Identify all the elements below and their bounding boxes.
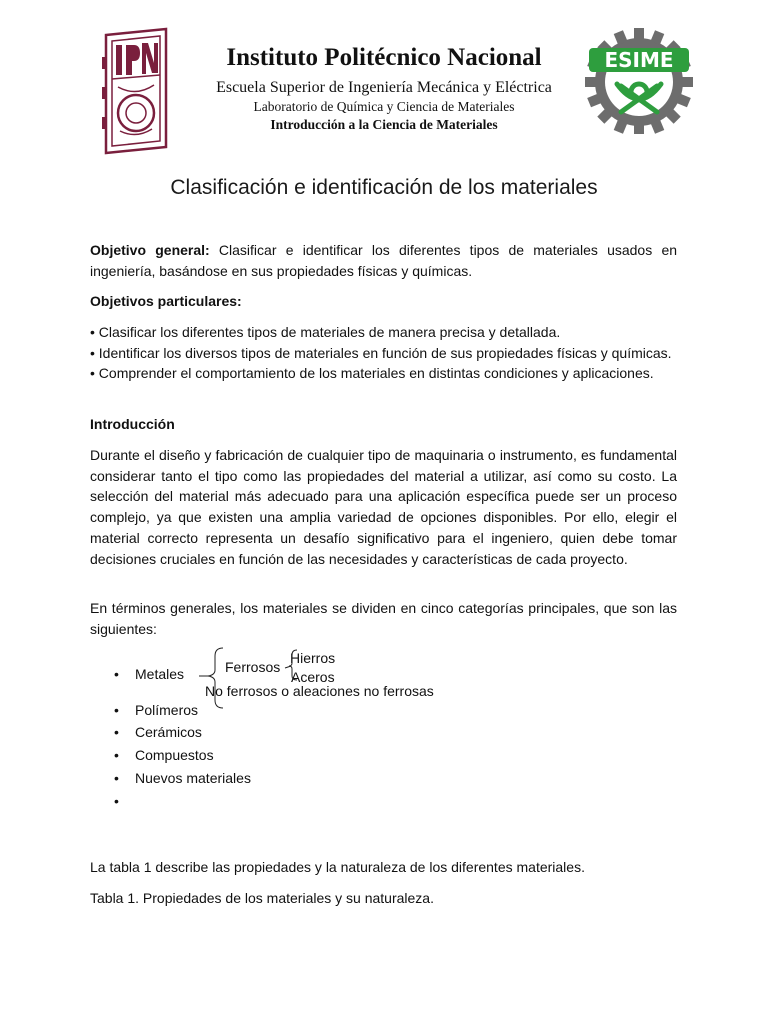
list-item: • Identificar los diversos tipos de materiales en función de sus propiedades físicas y químicas. [90,344,672,361]
particular-objectives-heading: Objetivos particulares: [90,293,242,309]
bullet: • [114,793,119,809]
category-label: Nuevos materiales [135,770,251,786]
general-objective [90,240,677,281]
category-item-polimeros [114,700,198,720]
esime-logo-wordmark: ESIME [604,48,674,72]
category-label: Compuestos [135,747,214,763]
category-item-metales [114,664,184,684]
table-description: La tabla 1 describe las propiedades y la naturaleza de los diferentes materiales. [90,859,585,875]
category-label: Metales [135,666,185,682]
category-item-ceramicos [114,722,202,742]
course-name: Introducción a la Ciencia de Materiales [270,117,498,132]
esime-logo [581,24,697,138]
bullet: • [114,724,119,740]
introduction-heading: Introducción [90,416,175,432]
lab-name: Laboratorio de Química y Ciencia de Materiales [253,99,515,114]
classification-braces [195,646,305,712]
table-caption: Tabla 1. Propiedades de los materiales y su naturaleza. [90,890,434,906]
category-item-nuevos-materiales [114,768,251,788]
subcategory-aceros: Aceros [291,669,335,685]
subcategory-ferrosos: Ferrosos [225,659,281,675]
bullet: • [114,770,119,786]
document-title: Clasificación e identificación de los materiales [170,176,598,199]
subcategory-hierros: Hierros [290,650,336,666]
category-label: Polímeros [135,702,199,718]
subcategory-no-ferrosos: No ferrosos o aleaciones no ferrosas [205,683,434,699]
list-item: • Clasificar los diferentes tipos de materiales de manera precisa y detallada. [90,324,561,340]
category-item-compuestos [114,745,214,765]
general-objective-label: Objetivo general: [90,242,210,258]
particular-objectives-list [90,322,677,384]
introduction-paragraph-2: En términos generales, los materiales se dividen en cinco categorías principales, que son las siguientes: [90,600,677,637]
introduction-paragraph-1: Durante el diseño y fabricación de cualquier tipo de maquinaria o instrumento, es fundamental considerar tanto el tipo como las propiedades del material a utilizar, así como su costo. La selección del material más adecuado para una aplicación específica puede ser un proceso complejo, ya que existen una amplia variedad de opciones disponibles. Por ello, elegir el material correcto representa un desafío significativo para el ingeniero, quien debe tomar decisiones cruciales en función de las necesidades y características de cada proyecto. [90,447,677,567]
category-item-empty [114,791,135,811]
bullet: • [114,747,119,763]
general-objective-text: Clasificar e identificar los diferentes tipos de materiales usados en ingeniería, basándose en sus propiedades físicas y químicas. [90,242,678,279]
list-item: • Comprender el comportamiento de los materiales en distintas condiciones y aplicaciones. [90,365,654,382]
institute-name: Instituto Politécnico Nacional [226,44,542,71]
bullet: • [114,702,119,718]
bullet: • [114,666,119,682]
ipn-logo [100,27,172,155]
school-name: Escuela Superior de Ingeniería Mecánica y Eléctrica [216,79,552,96]
category-label: Cerámicos [135,724,202,740]
